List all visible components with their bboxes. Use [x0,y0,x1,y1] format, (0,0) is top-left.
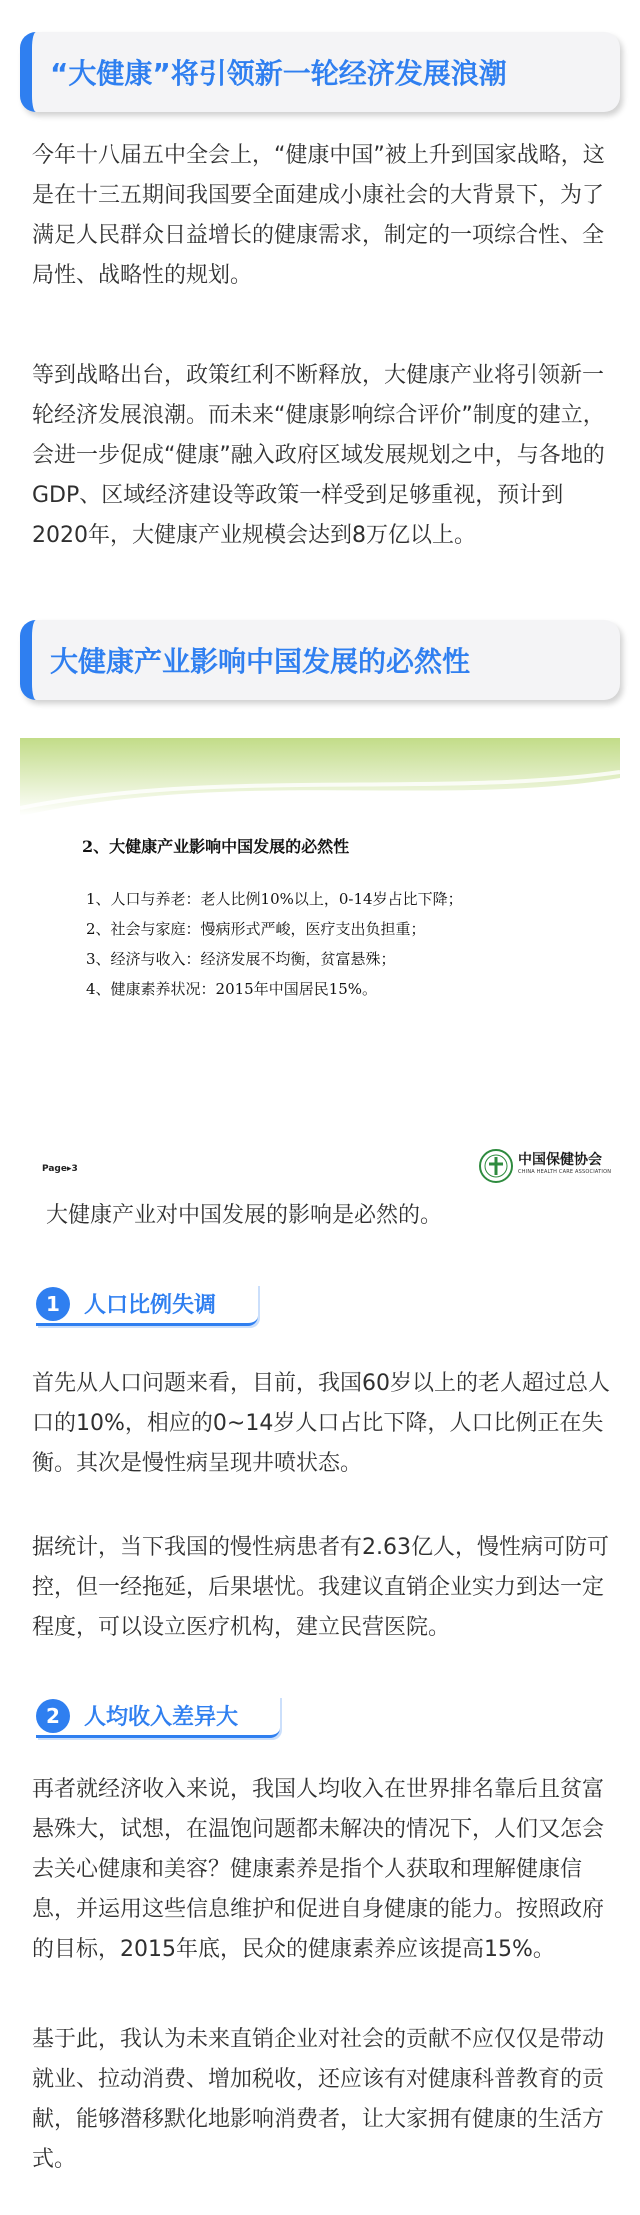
subsection-1-paragraph-2: 据统计，当下我国的慢性病患者有2.63亿人，慢性病可防可控，但一经拖延，后果堪忧。我建议直销企业实力到达一定程度，可以设立医疗机构，建立民营医院。 [32,1535,609,1640]
subsection-number-2: 2 [36,1699,70,1733]
slide-item-4: 4、健康素养状况：2015年中国居民15%。 [86,980,378,998]
paragraph-1: 今年十八届五中全会上，“健康中国”被上升到国家战略，这是在十三五期间我国要全面建成小康社会的大背景下，为了满足人民群众日益增长的健康需求，制定的一项综合性、全局性、战略性的规划。 [32,143,605,288]
slide-image [20,738,620,1188]
subsection-2-paragraph-2: 基于此，我认为未来直销企业对社会的贡献不应仅仅是带动就业、拉动消费、增加税收，还应该有对健康科普教育的贡献，能够潜移默化地影响消费者，让大家拥有健康的生活方式。 [32,2027,605,2172]
slide-header-band [20,738,620,828]
slide-item-3: 3、经济与收入：经济发展不均衡，贫富悬殊； [86,950,396,968]
logo-name: 中国保健协会 [518,1152,602,1168]
subsection-1-paragraph-1: 首先从人口问题来看，目前，我国60岁以上的老人超过总人口的10%，相应的0~14岁人口占比下降，人口比例正在失衡。其次是慢性病呈现井喷状态。 [32,1371,610,1476]
slide-page-label: Page▸3 [42,1164,78,1174]
subsection-label-1: 人口比例失调 [84,1293,217,1318]
paragraph-2: 等到战略出台，政策红利不断释放，大健康产业将引领新一轮经济发展浪潮。而未来“健康影响综合评价”制度的建立，会进一步促成“健康”融入政府区域发展规划之中，与各地的GDP、区域经济建设等政策一样受到足够重视，预计到2020年，大健康产业规模会达到8万亿以上。 [32,363,605,548]
subsection-header-2 [36,1696,280,1738]
slide-heading: 2、大健康产业影响中国发展的必然性 [82,837,350,856]
subsection-label-2: 人均收入差异大 [84,1705,239,1730]
section-title-1: “大健康”将引领新一轮经济发展浪潮 [50,57,507,90]
section-banner-1 [20,32,620,112]
slide-item-2: 2、社会与家庭：慢病形式严峻，医疗支出负担重； [86,920,426,938]
subsection-2-paragraph-1: 再者就经济收入来说，我国人均收入在世界排名靠后且贫富悬殊大，试想，在温饱问题都未解决的情况下，人们又怎会去关心健康和美容？健康素养是指个人获取和理解健康信息，并运用这些信息维护和促进自身健康的能力。按照政府的目标，2015年底，民众的健康素养应该提高15%。 [32,1777,605,1962]
subsection-header-1 [36,1284,258,1326]
section-banner-2 [20,620,620,700]
slide-item-1: 1、人口与养老：老人比例10%以上，0-14岁占比下降； [86,890,463,908]
section-title-2: 大健康产业影响中国发展的必然性 [50,645,471,678]
subsection-number-1: 1 [36,1287,70,1321]
association-logo [478,1146,618,1186]
association-emblem-icon [478,1148,514,1184]
logo-subtitle: CHINA HEALTH CARE ASSOCIATION [518,1169,612,1175]
intro-text: 大健康产业对中国发展的影响是必然的。 [46,1203,443,1228]
